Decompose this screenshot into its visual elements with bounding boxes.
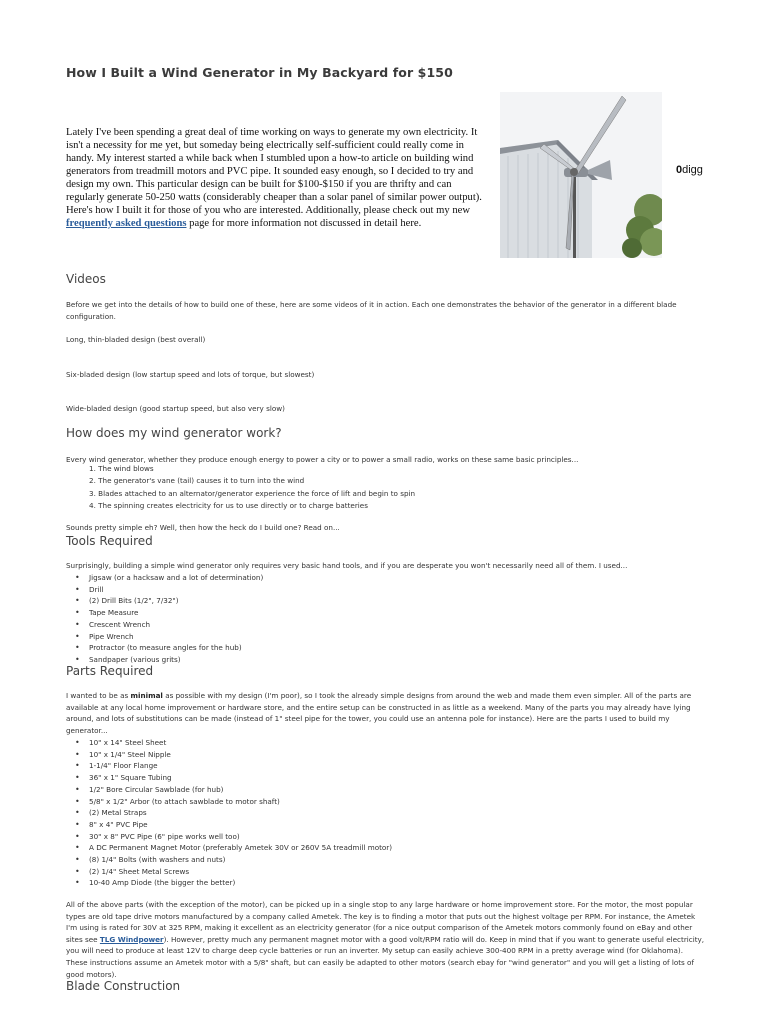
- videos-heading: Videos: [66, 272, 106, 286]
- parts-description: [66, 690, 706, 736]
- page-title: How I Built a Wind Generator in My Backyard for $150: [66, 65, 453, 80]
- wind-generator-photo: [500, 92, 662, 258]
- list-item: • Sandpaper (various grits): [66, 654, 263, 666]
- parts-desc-end: as possible with my design (I'm poor), so I took the already simple designs from around the web and made them even simpler. All of the parts are available at any local home improvement or hardware store, and the entire setup can be constructed in as little as a weekend. Many of the parts you may already have lying around, and lots of substitutions can be made (instead of 1" steel pipe for the tower, you could use an antenna pole for instance). Here are the parts I used to build my generator...: [66, 691, 692, 735]
- list-item: 3. Blades attached to an alternator/generator experience the force of lift and begin to spin: [89, 488, 416, 498]
- list-item: • 36" x 1" Square Tubing: [66, 772, 392, 784]
- parts-note: [66, 899, 706, 980]
- how-steps-list: [66, 463, 415, 513]
- tools-list: [66, 572, 263, 666]
- list-item: • A DC Permanent Magnet Motor (preferably Ametek 30V or 260V 5A treadmill motor): [66, 842, 392, 854]
- intro-text-end: page for more information not discussed in detail here.: [189, 218, 422, 229]
- how-description: Every wind generator, whether they produce enough energy to power a city or to power a small radio, works on these same basic principles...: [66, 455, 579, 464]
- faq-link[interactable]: frequently asked questions: [66, 218, 187, 229]
- tlg-windpower-link[interactable]: TLG Windpower: [99, 934, 164, 944]
- list-item: • 1/2" Bore Circular Sawblade (for hub): [66, 784, 392, 796]
- how-heading: How does my wind generator work?: [66, 426, 282, 440]
- parts-desc-start: I wanted to be as: [66, 691, 129, 700]
- list-item: • Crescent Wrench: [66, 619, 263, 631]
- list-item: • Pipe Wrench: [66, 631, 263, 643]
- list-item: 2. The generator's vane (tail) causes it to turn into the wind: [89, 476, 305, 486]
- list-item: • Jigsaw (or a hacksaw and a lot of determination): [66, 572, 263, 584]
- list-item: • 10-40 Amp Diode (the bigger the better): [66, 877, 392, 889]
- tools-heading: Tools Required: [66, 534, 153, 548]
- parts-desc-bold: minimal: [130, 691, 163, 700]
- list-item: • Drill: [66, 584, 263, 596]
- how-outro: Sounds pretty simple eh? Well, then how the heck do I build one? Read on...: [66, 523, 340, 532]
- list-item: • Tape Measure: [66, 607, 263, 619]
- parts-list: [66, 737, 392, 889]
- intro-paragraph: [66, 126, 486, 230]
- digg-badge[interactable]: [676, 164, 703, 176]
- video-item-wide-bladed: Wide-bladed design (good startup speed, but also very slow): [66, 404, 285, 413]
- list-item: • (2) Metal Straps: [66, 807, 392, 819]
- parts-heading: Parts Required: [66, 664, 154, 678]
- list-item: 1. The wind blows: [89, 464, 154, 473]
- parts-note-end: ). However, pretty much any permanent magnet motor with a good volt/RPM ratio will do. Keep in mind that if you want to generate useful electricity, you will need to produce at least 12V to charge deep cycle batteries or run an inverter. My setup can easily achieve 300-400 RPM in a pretty average wind (for Oklahoma). These instructions assume an Ametek motor with a 5/8" shaft, but can easily be adapted to other motors (search ebay for "wind generator" and you will get a listing of lots of good motors).: [66, 934, 705, 979]
- list-item: • 5/8" x 1/2" Arbor (to attach sawblade to motor shaft): [66, 796, 392, 808]
- list-item: • Protractor (to measure angles for the hub): [66, 642, 263, 654]
- tools-description: Surprisingly, building a simple wind generator only requires very basic hand tools, and if you are desperate you won't necessarily need all of them. I used...: [66, 561, 628, 570]
- digg-count: 0: [676, 164, 683, 176]
- list-item: • 30" x 8" PVC Pipe (6" pipe works well too): [66, 831, 392, 843]
- list-item: • 10" x 1/4" Steel Nipple: [66, 749, 392, 761]
- video-item-long-thin: Long, thin-bladed design (best overall): [66, 335, 206, 344]
- list-item: • (2) Drill Bits (1/2", 7/32"): [66, 595, 263, 607]
- blade-heading: Blade Construction: [66, 979, 181, 993]
- list-item: • (2) 1/4" Sheet Metal Screws: [66, 866, 392, 878]
- list-item: • 1-1/4" Floor Flange: [66, 760, 392, 772]
- list-item: • 10" x 14" Steel Sheet: [66, 737, 392, 749]
- parts-note-start: All of the above parts (with the exception of the motor), can be picked up in a single stop to any large hardware or home improvement store. For the motor, the most popular types are old tape drive motors manufactured by a company called Ametek. The key is to finding a motor that puts out the highest voltage per RPM. For instance, the Ametek I'm using is rated for 30V at 325 RPM, making it excellent as an electricity generator (for a nice output comparison of the Ametek motors commonly found on eBay and other sites see: [66, 900, 696, 944]
- intro-text: Lately I've been spending a great deal of time working on ways to generate my own electricity. It isn't a necessity for me yet, but someday being electrically self-sufficient could really come in handy. My interest started a while back when I stumbled upon a how-to article on building wind generators from treadmill motors and PVC pipe. It sounded easy enough, so I decided to try and design my own. This particular design can be built for $100-$150 if you are thrifty and can regularly generate 50-250 watts (considerably cheaper than a solar panel of similar power output). Here's how I built it for those of you who are interested. Additionally, please check out my new: [66, 127, 482, 216]
- list-item: • (8) 1/4" Bolts (with washers and nuts): [66, 854, 392, 866]
- digg-label: digg: [682, 164, 703, 176]
- video-item-six-bladed: Six-bladed design (low startup speed and lots of torque, but slowest): [66, 370, 315, 379]
- videos-description: Before we get into the details of how to build one of these, here are some videos of it in action. Each one demonstrates the behavior of the generator in a different blade configuration.: [66, 300, 677, 321]
- list-item: • 8" x 4" PVC Pipe: [66, 819, 392, 831]
- list-item: 4. The spinning creates electricity for us to use directly or to charge batteries: [89, 501, 368, 511]
